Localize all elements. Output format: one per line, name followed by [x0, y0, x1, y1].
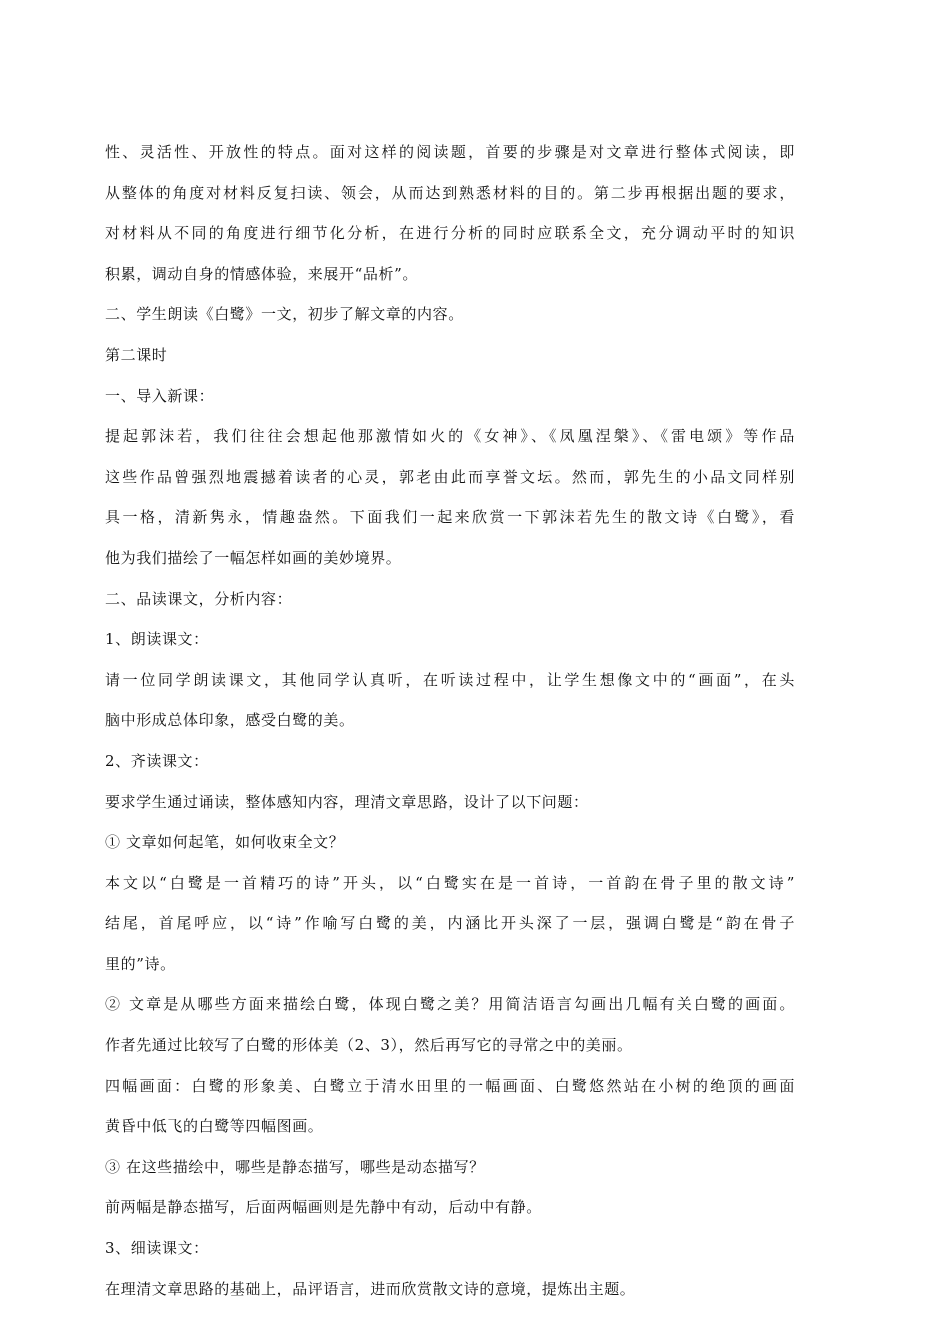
text-line: 1、朗读课文：: [105, 630, 209, 649]
text-line: 请一位同学朗读课文，其他同学认真听，在听读过程中，让学生想像文中的“画面”，在头: [105, 671, 795, 688]
text-line: 结尾，首尾呼应，以“诗”作喻写白鹭的美，内涵比开头深了一层，强调白鹭是“韵在骨子: [105, 915, 795, 932]
text-line: 从整体的角度对材料反复扫读、领会，从而达到熟悉材料的目的。第二步再根据出题的要求，: [105, 184, 795, 201]
text-line: 这些作品曾强烈地震撼着读者的心灵，郭老由此而享誉文坛。然而，郭先生的小品文同样别: [105, 468, 795, 485]
text-line: 提起郭沫若，我们往往会想起他那激情如火的《女神》、《凤凰涅槃》、《雷电颂》等作品: [105, 428, 795, 445]
text-line: ③ 在这些描绘中，哪些是静态描写，哪些是动态描写？: [105, 1157, 485, 1176]
text-line: 3、细读课文：: [105, 1239, 209, 1258]
text-line: 要求学生通过诵读，整体感知内容，理清文章思路，设计了以下问题：: [105, 792, 589, 811]
text-line: 一、导入新课：: [105, 386, 215, 405]
document-body: [105, 144, 795, 1321]
text-line: 性、灵活性、开放性的特点。面对这样的阅读题，首要的步骤是对文章进行整体式阅读，即: [105, 144, 795, 160]
text-line: ② 文章是从哪些方面来描绘白鹭，体现白鹭之美？用简洁语言勾画出几幅有关白鹭的画面。: [105, 996, 795, 1013]
text-line: ① 文章如何起笔，如何收束全文？: [105, 833, 345, 852]
text-line: 他为我们描绘了一幅怎样如画的美妙境界。: [105, 548, 402, 567]
text-line: 二、学生朗读《白鹭》一文，初步了解文章的内容。: [105, 305, 464, 324]
text-line: 第二课时: [105, 345, 168, 364]
text-line: 脑中形成总体印象，感受白鹭的美。: [105, 711, 355, 730]
text-line: 对材料从不同的角度进行细节化分析，在进行分析的同时应联系全文，充分调动平时的知识: [105, 225, 795, 242]
text-line: 2、齐读课文：: [105, 751, 209, 770]
text-line: 四幅画面：白鹭的形象美、白鹭立于清水田里的一幅画面、白鹭悠然站在小树的绝顶的画面: [105, 1077, 795, 1094]
text-line: 前两幅是静态描写，后面两幅画则是先静中有动，后动中有静。: [105, 1198, 542, 1217]
text-line: 具一格，清新隽永，情趣盎然。下面我们一起来欣赏一下郭沫若先生的散文诗《白鹭》，看: [105, 509, 795, 526]
text-line: 在理清文章思路的基础上，品评语言，进而欣赏散文诗的意境，提炼出主题。: [105, 1279, 636, 1298]
text-line: 积累，调动自身的情感体验，来展开“品析”。: [105, 264, 418, 283]
text-line: 作者先通过比较写了白鹭的形体美（2、3），然后再写它的寻常之中的美丽。: [105, 1036, 633, 1055]
text-line: 里的”诗。: [105, 954, 176, 973]
text-line: 本文以“白鹭是一首精巧的诗”开头，以“白鹭实在是一首诗，一首韵在骨子里的散文诗”: [105, 874, 795, 891]
text-line: 二、品读课文，分析内容：: [105, 589, 293, 608]
text-line: 黄昏中低飞的白鹭等四幅图画。: [105, 1117, 324, 1136]
